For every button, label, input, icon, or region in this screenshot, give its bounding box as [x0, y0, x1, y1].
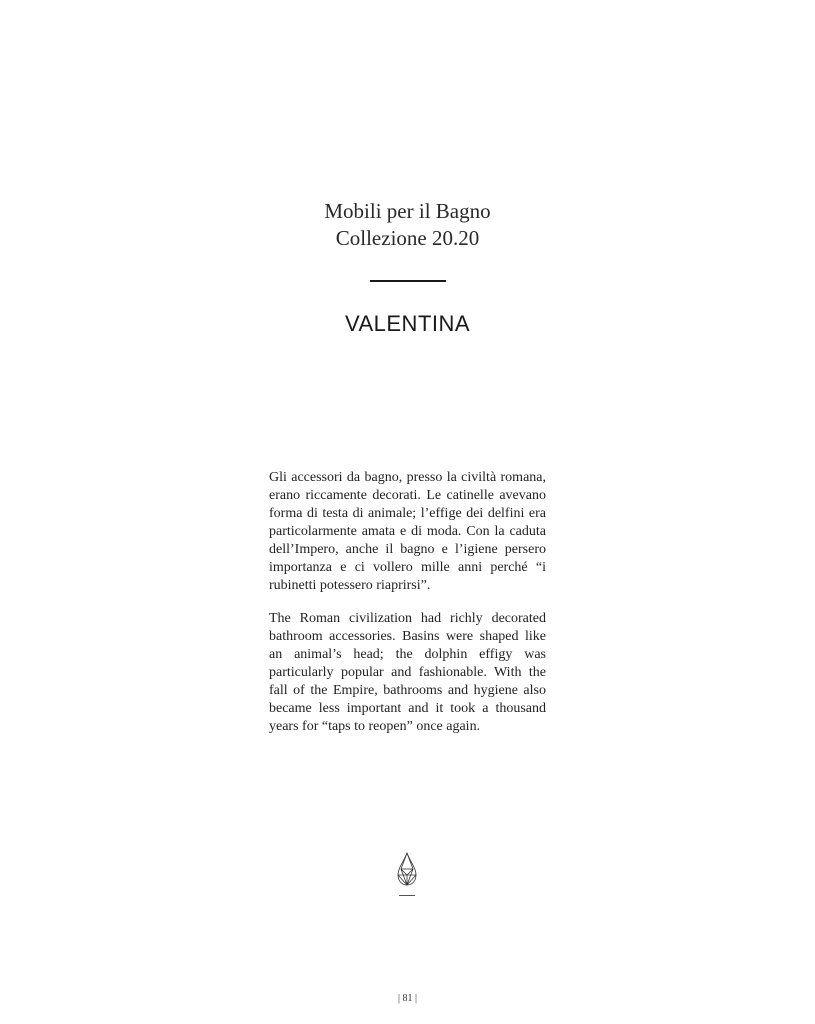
english-paragraph: The Roman civilization had richly decorated bathroom accessories. Basins were shaped like an animal’s head; the dolphin effigy was particularly popular and fashionable. With the fall of the Empire, bathrooms and hygiene also became less important and it took a thousand years for “taps to reopen” once again. — [269, 611, 546, 734]
heading-line-1: Mobili per il Bagno — [324, 199, 491, 223]
italian-paragraph: Gli accessori da bagno, presso la civiltà romana, erano riccamente decorati. Le catinelle avevano forma di testa di animale; l’effige dei delfini era particolarmente amata e di moda. Con la caduta dell’Impero, anche il bagno e l’igiene persero importanza e ci vollero mille anni perché “i rubinetti potessero riaprirsi”. — [269, 470, 546, 593]
drop-diamond-logo-icon — [396, 852, 418, 886]
logo-underline — [399, 895, 415, 896]
divider — [370, 280, 446, 282]
collection-heading — [0, 198, 815, 252]
product-title: VALENTINA — [344, 311, 471, 336]
heading-line-2: Collezione 20.20 — [335, 226, 480, 250]
page-number: | 81 | — [397, 993, 417, 1004]
